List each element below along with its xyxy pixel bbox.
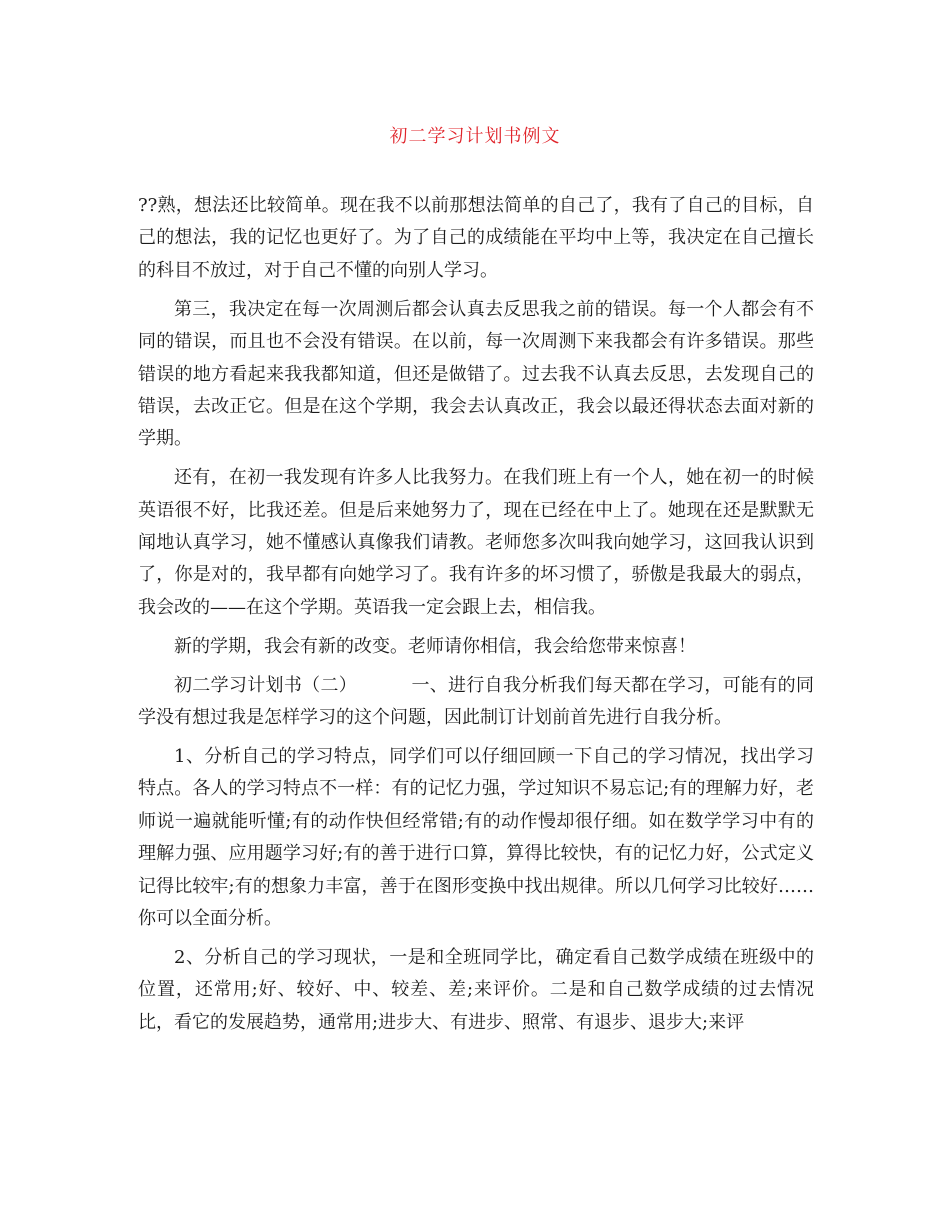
section-heading: 初二学习计划书（二）: [174, 674, 358, 696]
paragraph-4: 新的学期，我会有新的改变。老师请你相信，我会给您带来惊喜！: [174, 635, 696, 657]
paragraph-3: 还有，在初一我发现有许多人比我努力。在我们班上有一个人，她在初一的时候英语很不好，比我还差。但是后来她努力了，现在已经在中上了。她现在还是默默无闻地认真学习，她不懂感认真像我们请教。老师您多次叫我向她学习，这回我认识到了，你是对的，我早都有向她学习了。我有许多的坏习惯了，骄傲是我最大的弱点，我会改的——在这个学期。英语我一定会跟上去，相信我。: [138, 467, 814, 618]
section-intro: 一、进行自我分析我们每天都在学习，可能有的同学没有想过我是怎样学习的这个问题，因此制订计划前首先进行自我分析。: [138, 674, 814, 729]
document-body: [138, 190, 814, 1046]
paragraph-7: 2、分析自己的学习现状，一是和全班同学比，确定看自己数学成绩在班级中的位置，还常用;好、较好、中、较差、差;来评价。二是和自己数学成绩的过去情况比，看它的发展趋势，通常用;进步大、有进步、照常、有退步、退步大;来评: [138, 946, 814, 1033]
paragraph-1: ??熟，想法还比较简单。现在我不以前那想法简单的自己了，我有了自己的目标，自己的想法，我的记忆也更好了。为了自己的成绩能在平均中上等，我决定在自己擅长的科目不放过，对于自己不懂的向别人学习。: [138, 195, 814, 281]
paragraph-6: 1、分析自己的学习特点，同学们可以仔细回顾一下自己的学习情况，找出学习特点。各人的学习特点不一样：有的记忆力强，学过知识不易忘记;有的理解力好，老师说一遍就能听懂;有的动作快但经常错;有的动作慢却很仔细。如在数学学习中有的理解力强、应用题学习好;有的善于进行口算，算得比较快，有的记忆力好，公式定义记得比较牢;有的想象力丰富，善于在图形变换中找出规律。所以几何学习比较好……你可以全面分析。: [138, 746, 814, 930]
document-title: 初二学习计划书例文: [389, 126, 561, 147]
paragraph-5: [138, 670, 814, 735]
paragraph-2: 第三，我决定在每一次周测后都会认真去反思我之前的错误。每一个人都会有不同的错误，而且也不会没有错误。在以前，每一次周测下来我都会有许多错误。那些错误的地方看起来我我都知道，但还是做错了。过去我不认真去反思，去发现自己的错误，去改正它。但是在这个学期，我会去认真改正，我会以最还得状态去面对新的学期。: [138, 298, 814, 450]
